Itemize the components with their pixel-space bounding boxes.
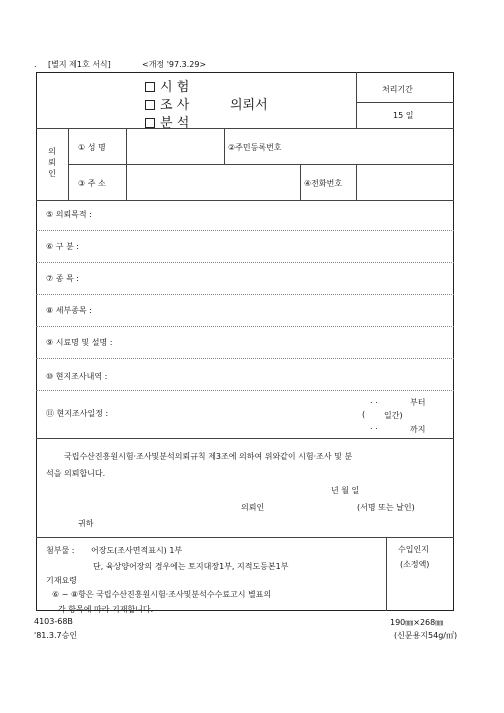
statement-recipient: 귀하 — [78, 519, 94, 528]
detail-label: ⑧ 세부종목 : — [46, 306, 92, 315]
schedule-to: 까지 — [410, 425, 426, 434]
field-survey-label: ⑩ 현지조사내역 : — [46, 372, 108, 381]
footer-paper: (신문용지54g/㎡) — [394, 631, 458, 640]
revision-note: <개정 '97.3.29> — [142, 60, 207, 69]
address-field[interactable] — [128, 166, 298, 198]
statement-signature[interactable]: (서명 또는 날인) — [357, 503, 415, 512]
phone-field[interactable] — [358, 166, 450, 198]
sample-label: ⑨ 시료명 및 설명 : — [46, 338, 113, 347]
attachment-line-2: 단, 육상양어장의 경우에는 토지대장1부, 지적도등본1부 — [93, 562, 289, 571]
stamp-label: 수입인지 — [398, 545, 429, 554]
checkbox-icon[interactable] — [145, 118, 155, 128]
schedule-days: 일간) — [384, 411, 403, 420]
requester-label: 의 뢰 인 — [48, 147, 56, 178]
stamp-value: (소정액) — [400, 560, 430, 569]
processing-value: 15 일 — [393, 111, 414, 120]
checkbox-icon[interactable] — [145, 100, 155, 110]
header-dot: . — [34, 60, 37, 69]
schedule-to-dots: . . — [370, 422, 378, 431]
title-option-survey[interactable]: 조 사 — [145, 94, 189, 113]
name-label: ① 성 명 — [78, 143, 106, 152]
statement-requester: 의뢰인 — [241, 503, 265, 512]
form-number: [별지 제1호 서식] — [48, 60, 111, 69]
statement-line-1: 국립수산진흥원시험·조사및분석의뢰규칙 제3조에 의하여 위와같이 시험·조사 및 분 — [64, 452, 353, 461]
attachment-label: 첨부물 : — [46, 546, 75, 555]
phone-label: ④전화번호 — [304, 179, 343, 188]
statement-date: 년 월 일 — [331, 486, 360, 495]
footer-approval: '81.3.7승인 — [34, 631, 78, 640]
name-field[interactable] — [128, 130, 222, 162]
title-option-test[interactable]: 시 험 — [145, 76, 189, 95]
category-label: ⑥ 구 분 : — [46, 242, 79, 251]
title-option-analysis[interactable]: 분 석 — [145, 112, 189, 131]
survey-schedule-label: ⑪ 현지조사일정 : — [46, 409, 109, 418]
schedule-paren: ( — [362, 410, 366, 419]
statement-line-2: 석을 의뢰합니다. — [46, 469, 106, 478]
resident-no-field[interactable] — [300, 130, 450, 162]
footer-size: 190㎜×268㎜ — [390, 618, 444, 627]
guide-line-2: 각 항목에 따라 기재합니다. — [58, 605, 154, 614]
resident-no-label: ②주민등록번호 — [228, 143, 282, 152]
processing-label: 처리기간 — [382, 85, 413, 94]
address-label: ③ 주 소 — [78, 179, 106, 188]
schedule-from: 부터 — [410, 398, 426, 407]
form-title: 의뢰서 — [230, 98, 268, 113]
checkbox-icon[interactable] — [145, 82, 155, 92]
purpose-label: ⑤ 의뢰목적 : — [46, 210, 92, 219]
attachment-line-1: 어장도(조사면적표시) 1부 — [91, 546, 183, 555]
type-label: ⑦ 종 목 : — [46, 274, 79, 283]
guide-line-1: ⑥ ~ ⑧항은 국립수산진흥원시험·조사및분석수수료고시 별표의 — [52, 590, 272, 599]
guide-title: 기재요령 — [46, 576, 77, 585]
schedule-from-dots: . . — [370, 396, 378, 405]
footer-code: 4103-68B — [34, 617, 73, 626]
